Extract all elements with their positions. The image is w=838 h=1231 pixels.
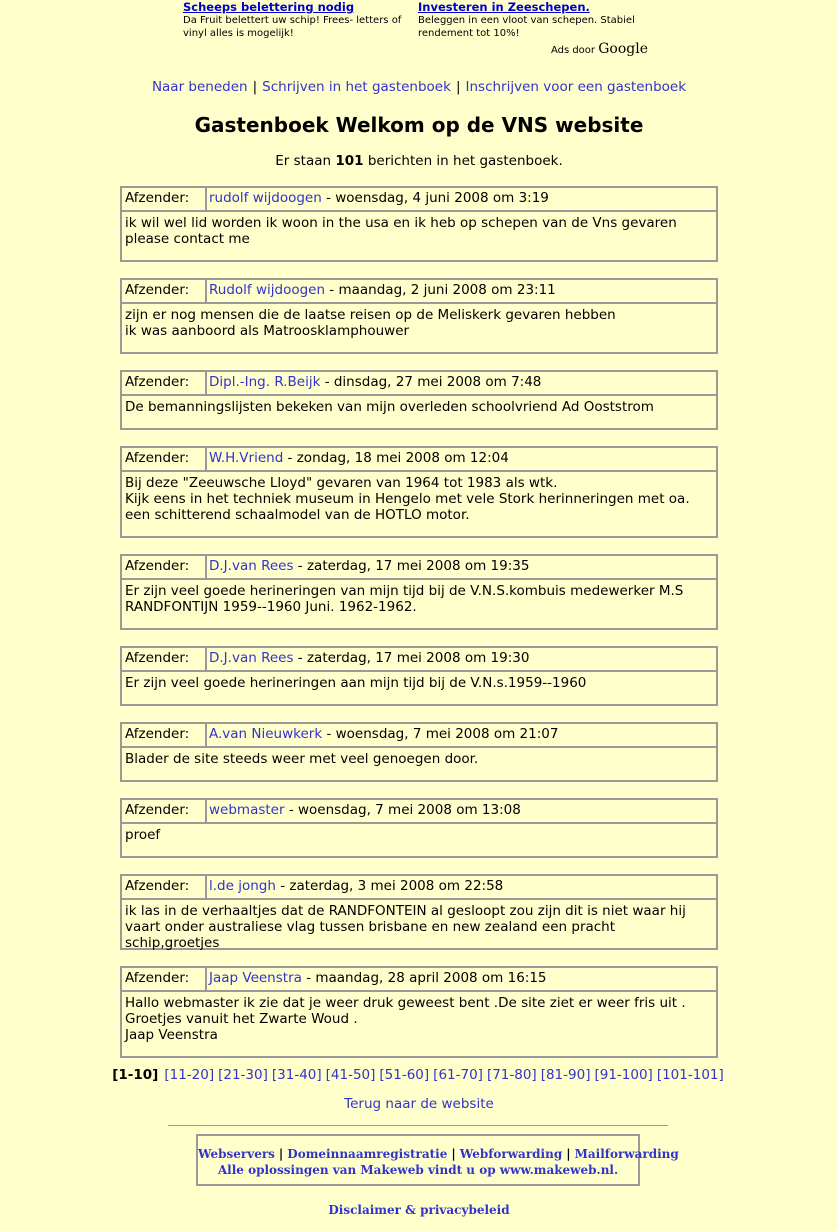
guestbook-entry	[120, 646, 718, 706]
page-current: [1-10]	[112, 1067, 159, 1083]
guestbook-entries	[120, 186, 718, 1074]
entry-date: - woensdag, 7 mei 2008 om 21:07	[322, 726, 559, 742]
count-post: berichten in het gastenboek.	[363, 153, 563, 169]
ad-left[interactable]	[183, 0, 415, 40]
sender-label: Afzender:	[122, 372, 207, 394]
sender-label: Afzender:	[122, 648, 207, 670]
entry-date: - zaterdag, 17 mei 2008 om 19:30	[293, 650, 530, 666]
guestbook-entry	[120, 186, 718, 262]
page-link[interactable]: [71-80]	[486, 1067, 537, 1083]
entry-message: zijn er nog mensen die de laatse reisen op de Meliskerk gevaren hebben ik was aanboord als Matroosklamphouwer	[125, 307, 616, 339]
sender-name-link[interactable]: D.J.van Rees	[209, 650, 294, 666]
makeweb-link[interactable]: Alle oplossingen van Makeweb vindt u op www.makeweb.nl.	[217, 1163, 619, 1177]
pagination	[0, 1067, 838, 1083]
sender-name-link[interactable]: rudolf wijdoogen	[209, 190, 322, 206]
footer-separator: |	[278, 1147, 284, 1161]
guestbook-entry	[120, 798, 718, 858]
page-link[interactable]: [81-90]	[540, 1067, 591, 1083]
entry-date: - zaterdag, 3 mei 2008 om 22:58	[275, 878, 504, 894]
webservers-link[interactable]: Webservers	[198, 1147, 275, 1161]
entry-date: - zaterdag, 17 mei 2008 om 19:35	[293, 558, 530, 574]
entry-message: ik wil wel lid worden ik woon in the usa en ik heb op schepen van de Vns gevaren please contact me	[125, 215, 677, 247]
sender-label: Afzender:	[122, 876, 207, 898]
entry-message: Er zijn veel goede herineringen aan mijn tijd bij de V.N.s.1959--1960	[125, 675, 587, 691]
ads-by-label: Ads door	[550, 45, 596, 56]
footer-links	[198, 1146, 679, 1162]
sender-name-link[interactable]: W.H.Vriend	[209, 450, 284, 466]
entry-message: Hallo webmaster ik zie dat je weer druk geweest bent .De site ziet er weer fris uit . Groetjes vanuit het Zwarte Woud . Jaap Veenstra	[125, 995, 686, 1043]
guestbook-entry	[120, 874, 718, 950]
back-to-site	[0, 1096, 838, 1112]
sender-label: Afzender:	[122, 280, 207, 302]
nav-down-link[interactable]: Naar beneden	[151, 79, 248, 95]
entry-message: Er zijn veel goede herineringen van mijn tijd bij de V.N.S.kombuis medewerker M.S RANDFONTIJN 1959--1960 Juni. 1962-1962.	[125, 583, 684, 615]
mailforwarding-link[interactable]: Mailforwarding	[574, 1147, 679, 1161]
ad-right-text: Beleggen in een vloot van schepen. Stabiel rendement tot 10%!	[418, 15, 635, 39]
top-nav	[0, 79, 838, 95]
page-link[interactable]: [61-70]	[433, 1067, 483, 1083]
ads-block	[181, 0, 650, 60]
nav-separator: |	[455, 79, 461, 95]
page-link[interactable]: [31-40]	[271, 1067, 322, 1083]
entry-date: - maandag, 2 juni 2008 om 23:11	[325, 282, 556, 298]
guestbook-entry	[120, 722, 718, 782]
makeweb-footer	[196, 1134, 679, 1186]
sender-name-link[interactable]: A.van Nieuwkerk	[209, 726, 323, 742]
page-title: Gastenboek Welkom op de VNS website	[194, 113, 644, 137]
entry-message: Bij deze "Zeeuwsche Lloyd" gevaren van 1964 tot 1983 als wtk. Kijk eens in het techniek museum in Hengelo met vele Stork herinneringen met oa. een schitterend schaalmodel van de HOTLO motor.	[125, 475, 690, 523]
count-pre: Er staan	[275, 153, 336, 169]
webforwarding-link[interactable]: Webforwarding	[459, 1147, 563, 1161]
message-count	[0, 153, 838, 169]
page-link[interactable]: [51-60]	[379, 1067, 430, 1083]
guestbook-entry	[120, 278, 718, 354]
count-number: 101	[335, 153, 364, 169]
footer-separator: |	[451, 1147, 456, 1161]
sender-label: Afzender:	[122, 724, 207, 746]
divider	[168, 1125, 668, 1126]
back-to-website-link[interactable]: Terug naar de website	[344, 1096, 494, 1112]
guestbook-entry	[120, 446, 718, 538]
ad-left-title[interactable]: Scheeps belettering nodig	[183, 0, 355, 14]
nav-separator: |	[252, 79, 258, 95]
sender-label: Afzender:	[122, 800, 207, 822]
ads-by-google[interactable]	[551, 41, 648, 57]
page-link[interactable]: [21-30]	[218, 1067, 268, 1083]
page-link[interactable]: [101-101]	[656, 1067, 724, 1083]
sender-label: Afzender:	[122, 448, 207, 470]
disclaimer-link[interactable]: Disclaimer & privacybeleid	[328, 1203, 510, 1217]
sender-label: Afzender:	[122, 556, 207, 578]
entry-message: proef	[125, 827, 161, 843]
domain-registration-link[interactable]: Domeinnaamregistratie	[287, 1147, 448, 1161]
ad-right-title[interactable]: Investeren in Zeeschepen.	[418, 0, 590, 14]
entry-date: - maandag, 28 april 2008 om 16:15	[301, 970, 547, 986]
entry-date: - zondag, 18 mei 2008 om 12:04	[283, 450, 509, 466]
sender-name-link[interactable]: Dipl.-Ing. R.Beijk	[209, 374, 321, 390]
google-logo: Google	[598, 41, 648, 57]
entry-date: - woensdag, 7 mei 2008 om 13:08	[284, 802, 521, 818]
sender-name-link[interactable]: Rudolf wijdoogen	[209, 282, 326, 298]
entry-date: - dinsdag, 27 mei 2008 om 7:48	[320, 374, 542, 390]
entry-message: ik las in de verhaaltjes dat de RANDFONTEIN al gesloopt zou zijn dit is niet waar hij vaart onder australiese vlag tussen brisbane en new zealand een pracht schip,groetjes	[125, 903, 686, 951]
ad-right[interactable]	[418, 0, 650, 40]
disclaimer	[0, 1203, 838, 1217]
nav-register-link[interactable]: Inschrijven voor een gastenboek	[465, 79, 687, 95]
sender-label: Afzender:	[122, 188, 207, 210]
entry-message: De bemanningslijsten bekeken van mijn overleden schoolvriend Ad Ooststrom	[125, 399, 654, 415]
footer-separator: |	[566, 1147, 571, 1161]
page-link[interactable]: [41-50]	[325, 1067, 376, 1083]
page-link[interactable]: [91-100]	[594, 1067, 653, 1083]
nav-write-link[interactable]: Schrijven in het gastenboek	[262, 79, 451, 95]
ad-left-text: Da Fruit belettert uw schip! Frees- letters of vinyl alles is mogelijk!	[183, 15, 402, 39]
sender-name-link[interactable]: webmaster	[209, 802, 285, 818]
sender-label: Afzender:	[122, 968, 207, 990]
entry-message: Blader de site steeds weer met veel genoegen door.	[125, 751, 479, 767]
guestbook-entry	[120, 370, 718, 430]
sender-name-link[interactable]: l.de jongh	[209, 878, 276, 894]
sender-name-link[interactable]: D.J.van Rees	[209, 558, 294, 574]
guestbook-entry	[120, 966, 718, 1058]
guestbook-entry	[120, 554, 718, 630]
entry-date: - woensdag, 4 juni 2008 om 3:19	[321, 190, 549, 206]
page-link[interactable]: [11-20]	[164, 1067, 215, 1083]
sender-name-link[interactable]: Jaap Veenstra	[209, 970, 302, 986]
